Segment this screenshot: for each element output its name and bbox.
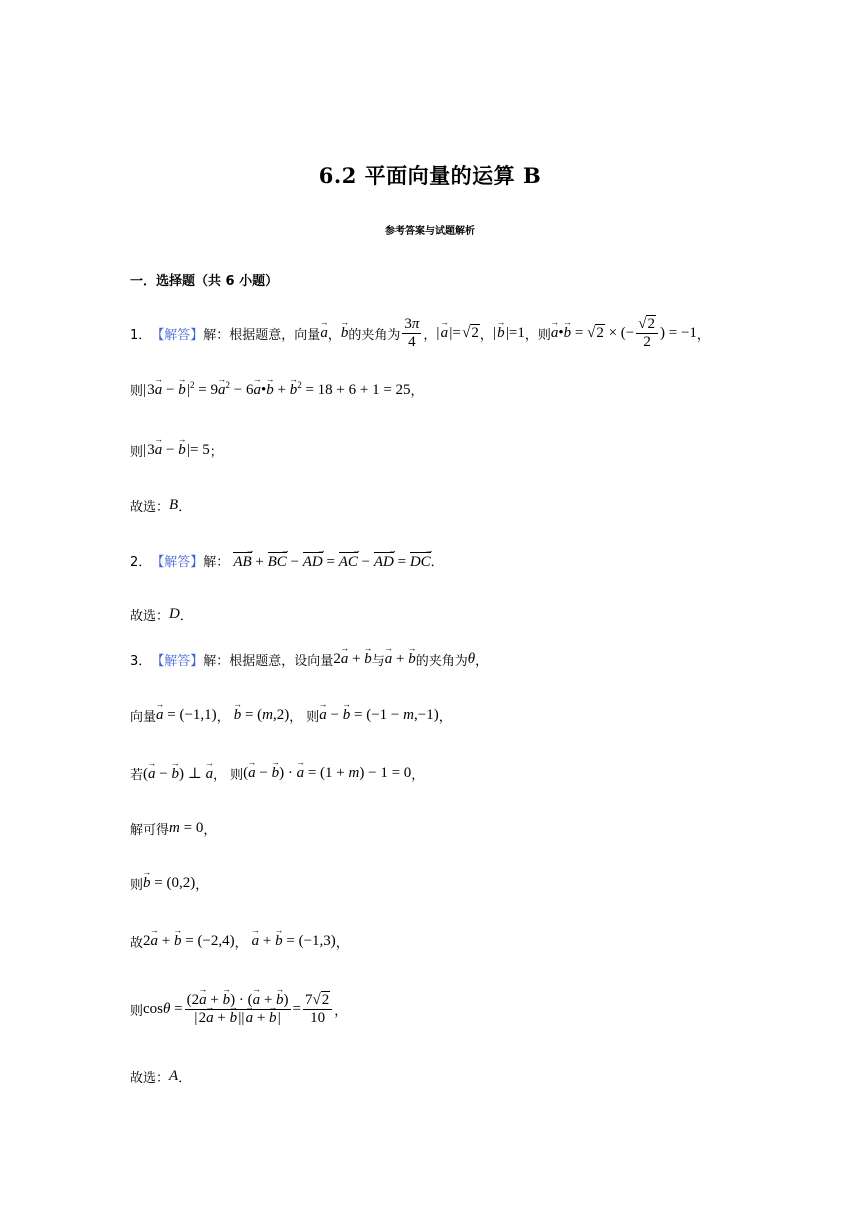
q3-intro: 解：根据题意，设向量 <box>203 654 334 669</box>
q2-line-1: 2． 【解答】 解： AB → + BC → − AD → = AC → − AD → = DC → ． <box>130 550 444 571</box>
q1-norm-a: | → a |= √2 <box>436 325 479 342</box>
q1-expand: | 3→ a − → b $|^2 = 9\to a^2 - 6\to$ a•→ b + → $b^2 = 18 + 6 + 1 = 25$ <box>143 380 411 399</box>
q1-result: | 3→ a − → b |= 5 <box>143 442 210 459</box>
q2-choice: D <box>169 606 180 622</box>
q3-line-4: 解可得 m = 0 ， <box>130 820 217 838</box>
q3-line-5: 则 → b = (0,2) ， <box>130 874 208 893</box>
q3-choice: A <box>169 1068 179 1084</box>
q1-intro: 解：根据题意，向量 <box>203 328 321 344</box>
q2-expression: AB → + BC → − AD → = AC → − AD → = DC → <box>233 550 430 571</box>
q3-answer-tag: 【解答】 <box>151 654 204 669</box>
q3-cos-value: $\frac{7√2}{10}$ <box>303 992 332 1028</box>
q1-choice: B <box>169 497 179 513</box>
q1-angle-text: 的夹角为 <box>348 328 401 344</box>
q1-number: 1． <box>130 328 152 344</box>
q3-choice-line: 故选： A ． <box>130 1068 192 1086</box>
section-heading: 一．选择题（共 6 小题） <box>130 274 279 289</box>
q1-answer-tag: 【解答】 <box>151 328 204 344</box>
q3-line-6: 故 2→ a + → b = (−2,4) ， → a + → b = (−1,3) ， <box>130 932 349 951</box>
q1-norm-b: | → b |=1 <box>493 325 525 342</box>
q1-line-3: 则 | 3→ a − → b |= 5 ； <box>130 441 223 460</box>
q3-line-1: 3． 【解答】 解：根据题意，设向量 2→ a + → b 与 → a + → b 的夹角为 θ ， <box>130 650 488 669</box>
q3-number: 3． <box>130 654 152 669</box>
q3-line-7: 则 cosθ = $\frac{(2\to a + \to b) \cdot (\to a + \to b)}{| 2\to a + \to b || \to a + \to b |}$ = $\frac{7√2}{10}$ ， <box>130 992 347 1028</box>
q3-line-3: 若 (→ a − → b) ⊥ → a ， 则 (→ a − → b) · → a = (1 + m) − 1 = 0 ， <box>130 764 424 783</box>
q2-intro: 解： <box>203 555 230 570</box>
page-title: 6.2 平面向量的运算 B <box>318 163 542 188</box>
q3-line-2: 向量 → a = (−1,1) ， → b = (m,2) ， 则 → a − → b = (−1 − m,−1) ， <box>130 706 452 725</box>
q1-dot-product: → a•→ b = √2 × (− $\frac{√2}{2}$ ) = −1 <box>551 316 697 352</box>
q2-number: 2． <box>130 555 152 570</box>
q1-line-2: 则 | 3→ a − → b $|^2 = 9\to a^2 - 6\to$ a•→ b + → $b^2 = 18 + 6 + 1 = 25$ ， <box>130 380 424 399</box>
fraction-3pi-4: $\frac{3\pi}{4}$ <box>404 316 420 351</box>
q3-cos-fraction: $\frac{(2\to a + \to b) \cdot (\to a + \to b)}{| 2\to a + \to b || \to a + \to b |}$ <box>185 992 291 1028</box>
vector-a: → a <box>320 325 328 342</box>
q1-line-1: 1． 【解答】 解：根据题意，向量 → a ， → b 的夹角为 $\frac{3\pi}{4}$ ， | → a |= √2 ， | → b |=1 ，则 → a•→ b = √2 × (− $\frac{√2}{2}$ ) = −1 ， <box>130 316 710 352</box>
q1-choice-line: 故选： B ． <box>130 497 192 515</box>
page-subtitle: 参考答案与试题解析 <box>385 226 475 237</box>
q2-choice-line: 故选： D ． <box>130 606 193 624</box>
q2-answer-tag: 【解答】 <box>151 555 204 570</box>
vector-b: → b <box>341 325 349 342</box>
